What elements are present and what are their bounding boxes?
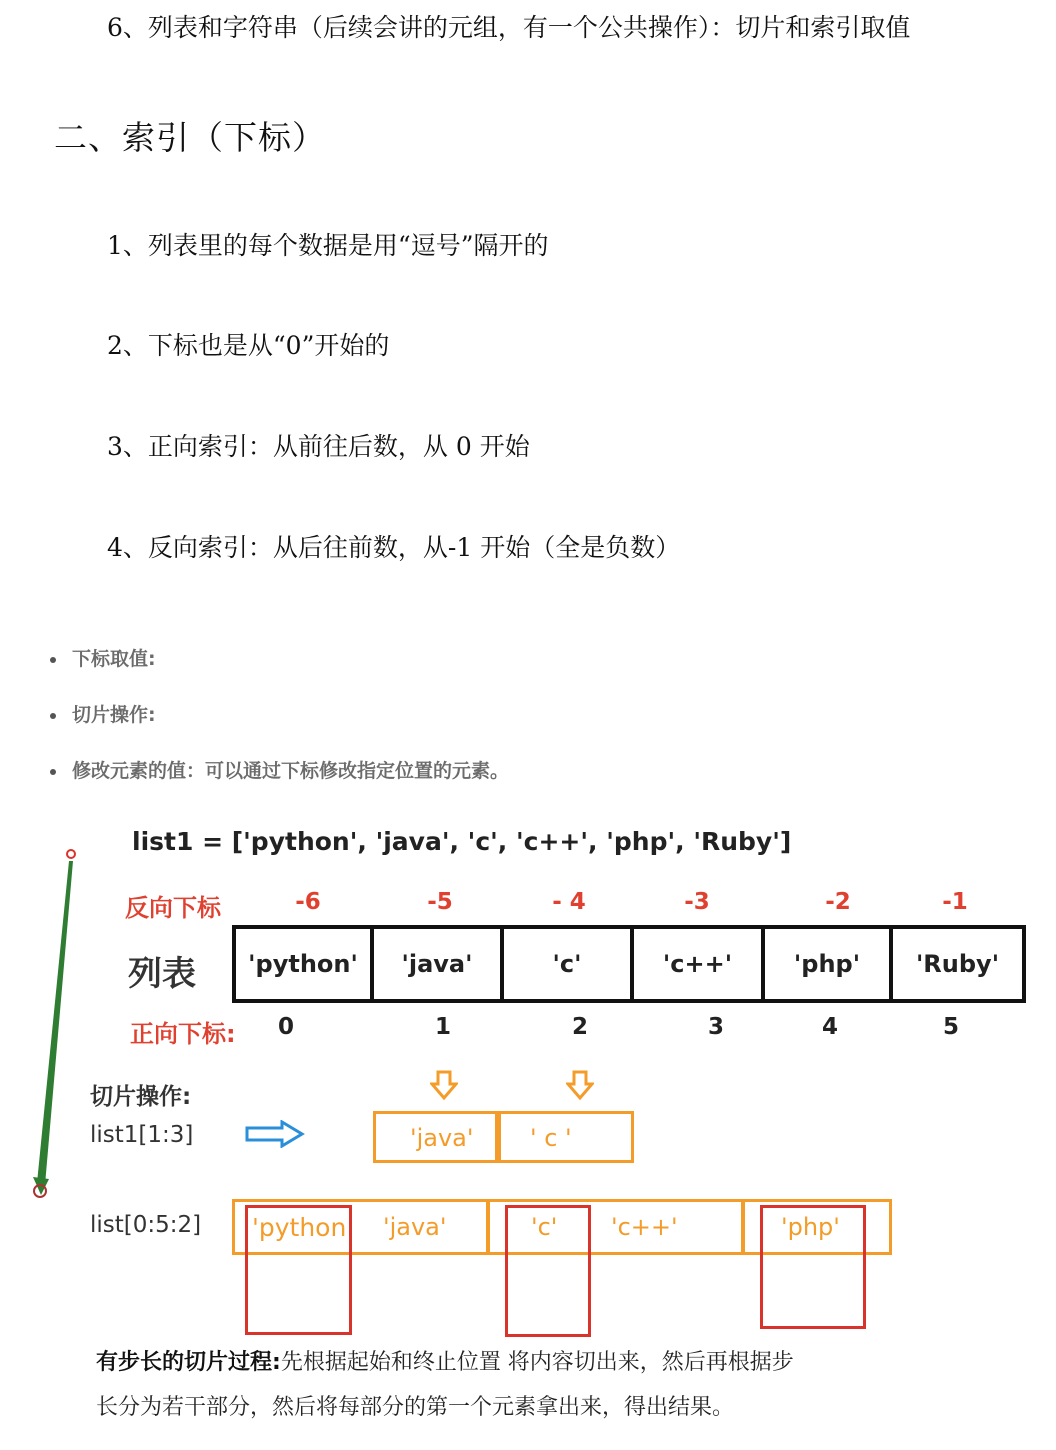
positive-index-label: 正向下标: [130,1020,236,1048]
summary-line-2: 长分为若干部分，然后将每部分的第一个元素拿出来，得出结果。 [96,1395,735,1420]
summary-text: 先根据起始和终止位置 将内容切出来，然后再根据步 [280,1350,794,1375]
down-arrow-icon [566,1070,594,1102]
summary-line-1 [96,1345,794,1376]
slice2-expression: list[0:5:2] [90,1212,202,1238]
bullet-text: 下标取值: [72,648,156,670]
bullet-text: 切片操作: [72,704,156,726]
neg-index-5: -1 [942,889,968,915]
slice2-item: 'php' [781,1213,840,1241]
table-cell: 'java' [374,929,504,999]
pos-index-5: 5 [942,1014,959,1040]
table-cell: 'c' [504,929,634,999]
pos-index-4: 4 [821,1014,838,1040]
table-label: 列表 [128,954,196,994]
down-arrow-icon [430,1070,458,1102]
slice2-item: 'java' [383,1213,447,1241]
bullet-dot [50,657,56,663]
neg-index-3: -3 [684,889,710,915]
pos-index-3: 3 [707,1014,724,1040]
point-3: 3、正向索引：从前往后数，从 0 开始 [107,432,530,461]
right-arrow-icon [244,1120,306,1148]
neg-index-4: -2 [825,889,851,915]
slice2-item: 'c' [531,1213,558,1241]
bullet-modify [50,756,509,783]
slice1-expression: list1[1:3] [90,1122,194,1148]
pos-index-0: 0 [277,1014,294,1040]
point-1: 1、列表里的每个数据是用“逗号”隔开的 [107,231,549,260]
pos-index-1: 1 [434,1014,451,1040]
pos-index-2: 2 [571,1014,588,1040]
section-heading: 二、索引（下标） [54,118,326,157]
neg-index-1: -5 [427,889,453,915]
point-4: 4、反向索引：从后往前数，从-1 开始（全是负数） [107,533,681,562]
green-arrow-icon [25,845,85,1205]
bullet-text: 修改元素的值：可以通过下标修改指定位置的元素。 [72,760,510,782]
item-6-text: 6、列表和字符串（后续会讲的元组，有一个公共操作）：切片和索引取值 [107,13,911,42]
bullet-slicing [50,700,156,727]
list-table [232,925,1026,1003]
table-cell: 'c++' [634,929,765,999]
slice1-value: ' c ' [530,1124,572,1152]
bullet-index-value [50,644,156,671]
point-2: 2、下标也是从“0”开始的 [107,331,390,360]
slice2-item: 'python [252,1213,347,1242]
table-cell: 'php' [765,929,893,999]
summary-bold-label: 有步长的切片过程: [96,1350,281,1375]
table-cell: 'Ruby' [893,929,1026,999]
slice-label: 切片操作: [90,1084,192,1110]
neg-index-2: - 4 [552,889,586,915]
list-definition: list1 = ['python', 'java', 'c', 'c++', 'php', 'Ruby'] [132,827,792,856]
neg-index-0: -6 [295,889,321,915]
table-cell: 'python' [236,929,374,999]
negative-index-label: 反向下标 [125,894,221,922]
bullet-dot [50,769,56,775]
slice2-item: 'c++' [611,1213,678,1241]
bullet-dot [50,713,56,719]
slice1-value: 'java' [410,1124,474,1152]
